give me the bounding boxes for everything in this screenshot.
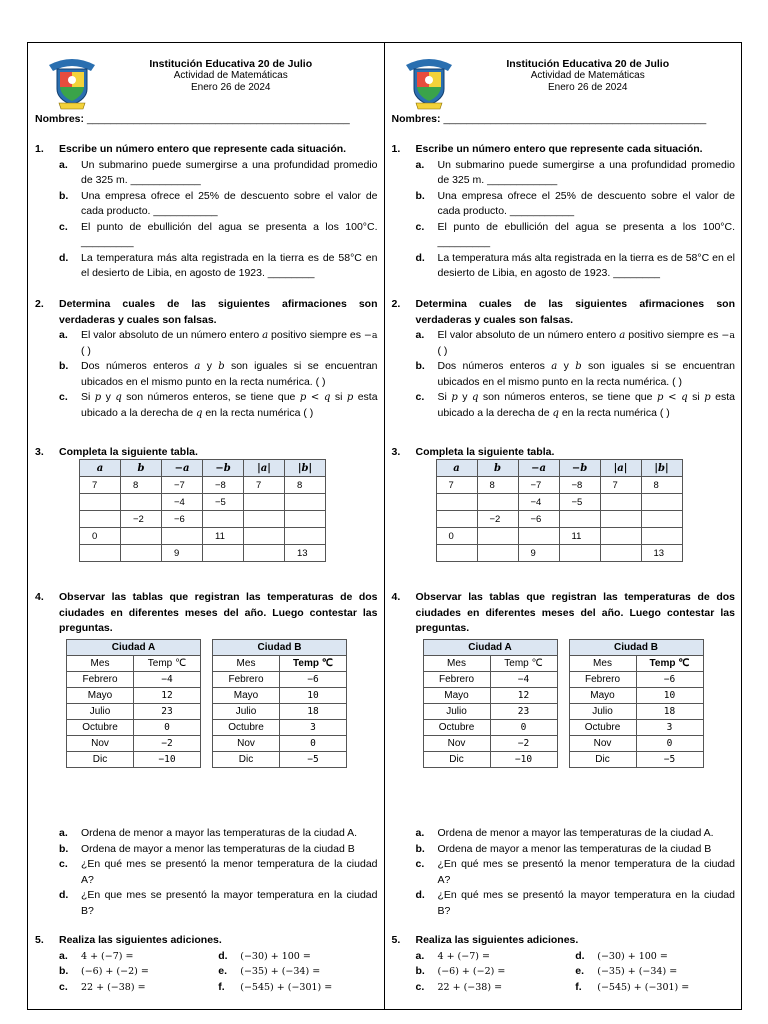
table-row [569, 752, 703, 768]
table-cell[interactable] [121, 545, 162, 562]
table-row [67, 752, 201, 768]
month-cell: Octubre [423, 720, 490, 736]
table-row [80, 545, 326, 562]
question-2 [35, 297, 378, 421]
addition-item: a. 4 + (−7) = [415, 949, 490, 962]
table-row [436, 511, 682, 528]
item-letter: d. [415, 889, 425, 901]
item-text: ¿En qué mes se presentó la mayor temperatura en la ciudad B? [437, 889, 735, 917]
question-number: 1. [35, 143, 44, 155]
table-cell: −5 [559, 494, 600, 511]
month-cell: Mayo [213, 688, 280, 704]
table-row [569, 688, 703, 704]
addition-item: a. 4 + (−7) = [59, 949, 134, 962]
item-text: La temperatura más alta registrada en la tierra es de 58°C en el desierto de Libia, en agosto de 1923. ________ [81, 251, 378, 279]
table-row [569, 672, 703, 688]
table-cell[interactable] [641, 528, 682, 545]
city-table-caption: Ciudad B [569, 640, 703, 656]
table-cell[interactable] [518, 528, 559, 545]
table-row [423, 720, 557, 736]
table-cell[interactable] [244, 494, 285, 511]
worksheet [27, 42, 742, 1010]
names-field[interactable]: Nombres: _____________________________________________ [391, 113, 707, 125]
item-letter: a. [415, 329, 425, 341]
item-text: Si p y q son números enteros, se tiene que p < q si p esta ubicado a la derecha de q en la recta numérica ( ) [437, 391, 736, 419]
question-title: Observar las tablas que registran las temperaturas de dos ciudades en diferentes meses del año. Luego contestar las preguntas. [415, 591, 735, 634]
table-row [213, 704, 347, 720]
temperature-cell: 3 [636, 720, 703, 736]
question-title: Observar las tablas que registran las temperaturas de dos ciudades en diferentes meses del año. Luego contestar las preguntas. [59, 591, 378, 634]
month-cell: Octubre [569, 720, 636, 736]
item-text: El punto de ebullición del agua se presenta a los 100°C. _________ [81, 220, 378, 248]
city-table-caption: Ciudad B [213, 640, 347, 656]
month-cell: Mayo [423, 688, 490, 704]
item-letter: a. [59, 827, 68, 839]
table-cell: −2 [121, 511, 162, 528]
table-cell: −6 [518, 511, 559, 528]
month-cell: Dic [569, 752, 636, 768]
table-cell: 8 [121, 477, 162, 494]
item-letter: d. [59, 251, 69, 264]
integer-table [436, 459, 683, 562]
table-row [436, 494, 682, 511]
item-text: Ordena de menor a mayor las temperaturas de la ciudad A. [437, 827, 714, 839]
table-row [423, 704, 557, 720]
question-item [59, 888, 378, 919]
table-header-cell: b [121, 460, 162, 477]
item-letter: a. [415, 158, 425, 171]
school-name: Institución Educativa 20 de Julio [506, 58, 670, 70]
table-header-cell: |b| [285, 460, 326, 477]
item-text: El punto de ebullición del agua se presenta a los 100°C. _________ [437, 220, 735, 248]
question-5 [392, 933, 736, 995]
table-row [436, 545, 682, 562]
school-crest-icon [45, 53, 99, 111]
table-cell: −5 [203, 494, 244, 511]
question-4-items [35, 826, 378, 919]
city-table-header: Mes [213, 656, 280, 672]
table-row [569, 736, 703, 752]
city-table-header: Temp ℃ [636, 656, 703, 672]
table-cell: 7 [436, 477, 477, 494]
question-4-items [392, 826, 736, 919]
table-cell: 0 [80, 528, 121, 545]
city-table-header: Mes [67, 656, 134, 672]
table-row [423, 688, 557, 704]
table-header-cell: b [477, 460, 518, 477]
item-letter: c. [59, 858, 68, 870]
table-row [80, 528, 326, 545]
question-item [416, 826, 736, 842]
activity-title: Actividad de Matemáticas [173, 70, 288, 81]
item-letter: c. [59, 391, 68, 403]
table-header-cell: a [80, 460, 121, 477]
question-title: Determina cuales de las siguientes afirmaciones son verdaderas y cuales son falsas. [59, 298, 378, 326]
table-row [436, 477, 682, 494]
table-cell[interactable] [285, 511, 326, 528]
addition-item: b. (−6) + (−2) = [59, 965, 149, 977]
item-text: Un submarino puede sumergirse a una profundidad promedio de 325 m. ____________ [437, 158, 735, 186]
table-cell[interactable] [203, 511, 244, 528]
integer-table [79, 459, 326, 562]
table-header-row [436, 460, 682, 477]
table-row [80, 477, 326, 494]
table-row [213, 736, 347, 752]
question-item [416, 842, 736, 858]
temperature-cell: −10 [490, 752, 557, 768]
item-text: ¿En qué mes se presentó la menor temperatura de la ciudad A? [81, 858, 378, 886]
table-cell[interactable] [477, 545, 518, 562]
table-cell[interactable] [121, 494, 162, 511]
table-cell[interactable] [477, 494, 518, 511]
table-cell[interactable] [600, 494, 641, 511]
table-cell: 9 [518, 545, 559, 562]
item-letter: a. [59, 329, 68, 341]
table-row [423, 672, 557, 688]
table-cell[interactable] [436, 511, 477, 528]
question-item [59, 857, 378, 888]
table-cell: 11 [203, 528, 244, 545]
question-title: Completa la siguiente tabla. [59, 446, 198, 458]
item-text: Ordena de mayor a menor las temperaturas de la ciudad B [437, 842, 712, 855]
question-5 [35, 933, 378, 995]
city-table-header: Temp ℃ [490, 656, 557, 672]
table-cell[interactable] [244, 511, 285, 528]
question-title: Determina cuales de las siguientes afirmaciones son verdaderas y cuales son falsas. [415, 298, 735, 326]
table-cell: 8 [477, 477, 518, 494]
table-header-cell: −b [559, 460, 600, 477]
temperature-cell: 10 [636, 688, 703, 704]
table-cell: 8 [641, 477, 682, 494]
table-cell: 9 [162, 545, 203, 562]
table-cell[interactable] [641, 494, 682, 511]
item-letter: a. [415, 827, 425, 839]
item-letter: b. [59, 842, 69, 855]
addition-item: f. (−545) + (−301) = [218, 980, 333, 993]
table-cell: 11 [559, 528, 600, 545]
table-cell[interactable] [600, 545, 641, 562]
table-row [80, 511, 326, 528]
month-cell: Febrero [213, 672, 280, 688]
item-letter: b. [415, 842, 425, 855]
city-table-header: Mes [569, 656, 636, 672]
item-text: Dos números enteros a y b son iguales si se encuentran ubicados en el mismo punto en la recta numérica. ( ) [81, 360, 378, 388]
month-cell: Nov [423, 736, 490, 752]
table-row [569, 704, 703, 720]
question-number: 3. [35, 446, 44, 458]
table-row [67, 736, 201, 752]
item-text: ¿En qué mes se presentó la menor temperatura de la ciudad A? [437, 858, 735, 886]
table-header-cell: |b| [641, 460, 682, 477]
month-cell: Julio [67, 704, 134, 720]
month-cell: Febrero [569, 672, 636, 688]
table-cell: −6 [162, 511, 203, 528]
question-2 [392, 297, 736, 421]
item-letter: c. [59, 220, 68, 233]
item-letter: b. [59, 360, 69, 372]
month-cell: Febrero [67, 672, 134, 688]
table-cell[interactable] [244, 528, 285, 545]
addition-item: b. (−6) + (−2) = [415, 965, 506, 977]
table-cell[interactable] [559, 511, 600, 528]
question-number: 2. [391, 298, 401, 310]
city-a-table [423, 639, 558, 768]
temperature-cell: 3 [280, 720, 347, 736]
question-item [59, 842, 378, 858]
question-item [416, 857, 736, 888]
table-cell[interactable] [559, 545, 600, 562]
table-row [213, 752, 347, 768]
table-cell: −7 [162, 477, 203, 494]
item-text: El valor absoluto de un número entero a positivo siempre es −a ( ) [437, 329, 735, 357]
table-cell: 0 [436, 528, 477, 545]
question-number: 4. [391, 591, 401, 603]
temperature-cell: 0 [280, 736, 347, 752]
question-number: 5. [391, 934, 401, 946]
city-table-header: Temp ℃ [280, 656, 347, 672]
table-cell: 8 [285, 477, 326, 494]
school-name: Institución Educativa 20 de Julio [149, 58, 313, 70]
worksheet-right-copy [385, 43, 742, 1009]
table-row [213, 672, 347, 688]
question-number: 4. [35, 591, 44, 603]
month-cell: Julio [569, 704, 636, 720]
table-cell[interactable] [244, 545, 285, 562]
names-field[interactable]: Nombres: _____________________________________________ [35, 113, 350, 125]
item-letter: c. [415, 858, 425, 870]
temperature-cell: −6 [636, 672, 703, 688]
addition-item: f. (−545) + (−301) = [575, 980, 690, 993]
table-cell: −8 [559, 477, 600, 494]
month-cell: Julio [423, 704, 490, 720]
city-b-table [212, 639, 347, 768]
school-crest-icon [402, 53, 456, 111]
question-4 [35, 590, 378, 637]
city-table-caption: Ciudad A [67, 640, 201, 656]
temperature-cell: −2 [134, 736, 201, 752]
month-cell: Nov [67, 736, 134, 752]
names-label: Nombres: [391, 113, 441, 125]
addition-item: c. 22 + (−38) = [59, 980, 146, 993]
question-number: 1. [391, 143, 401, 155]
temperature-cell: −5 [636, 752, 703, 768]
table-cell: −8 [203, 477, 244, 494]
table-header-cell: −a [162, 460, 203, 477]
question-4 [392, 590, 736, 637]
table-row [67, 672, 201, 688]
temperature-cell: −10 [134, 752, 201, 768]
temperature-cell: 0 [490, 720, 557, 736]
table-row [213, 688, 347, 704]
table-header-cell: a [436, 460, 477, 477]
city-table-caption: Ciudad A [423, 640, 557, 656]
city-table-header: Mes [423, 656, 490, 672]
header [28, 43, 384, 113]
table-header-cell: |a| [244, 460, 285, 477]
temperature-cell: 0 [134, 720, 201, 736]
table-row [67, 688, 201, 704]
table-row [436, 528, 682, 545]
table-header-cell: −b [203, 460, 244, 477]
question-title: Completa la siguiente tabla. [415, 446, 555, 458]
table-cell[interactable] [203, 545, 244, 562]
addition-item: d. (−30) + 100 = [218, 949, 311, 962]
addition-item: d. (−30) + 100 = [575, 949, 668, 962]
activity-date: Enero 26 de 2024 [190, 82, 271, 93]
table-cell[interactable] [436, 494, 477, 511]
temperature-cell: 12 [134, 688, 201, 704]
item-text: La temperatura más alta registrada en la tierra es de 58°C en el desierto de Libia, en agosto de 1923. ________ [437, 251, 735, 279]
header [385, 43, 742, 113]
table-row [67, 704, 201, 720]
month-cell: Febrero [423, 672, 490, 688]
temperature-cell: −5 [280, 752, 347, 768]
item-text: Ordena de mayor a menor las temperaturas de la ciudad B [81, 842, 355, 855]
temperature-cell: 0 [636, 736, 703, 752]
temperature-cell: −2 [490, 736, 557, 752]
item-letter: b. [415, 360, 425, 372]
table-cell: 13 [641, 545, 682, 562]
table-cell[interactable] [600, 511, 641, 528]
temperature-cell: 18 [636, 704, 703, 720]
item-letter: b. [415, 189, 425, 202]
names-label: Nombres: [35, 113, 85, 125]
question-1 [392, 142, 736, 282]
month-cell: Octubre [67, 720, 134, 736]
city-table-header: Temp ℃ [134, 656, 201, 672]
temperature-cell: −6 [280, 672, 347, 688]
question-number: 5. [35, 934, 44, 946]
item-text: Ordena de menor a mayor las temperaturas de la ciudad A. [81, 827, 358, 839]
month-cell: Nov [569, 736, 636, 752]
table-cell[interactable] [285, 528, 326, 545]
question-item [416, 888, 736, 919]
addition-item: e. (−35) + (−34) = [575, 965, 678, 977]
table-cell[interactable] [436, 545, 477, 562]
addition-item: e. (−35) + (−34) = [218, 965, 321, 977]
month-cell: Dic [213, 752, 280, 768]
month-cell: Dic [423, 752, 490, 768]
table-cell[interactable] [121, 528, 162, 545]
city-a-table [66, 639, 201, 768]
item-text: ¿En que mes se presentó la mayor temperatura en la ciudad B? [81, 889, 378, 917]
question-title: Escribe un número entero que represente cada situación. [415, 143, 703, 155]
item-letter: c. [415, 391, 425, 403]
month-cell: Octubre [213, 720, 280, 736]
item-text: Una empresa ofrece el 25% de descuento sobre el valor de cada producto. ___________ [437, 189, 735, 217]
month-cell: Dic [67, 752, 134, 768]
addition-item: c. 22 + (−38) = [415, 980, 503, 993]
table-cell[interactable] [80, 511, 121, 528]
temperature-cell: 18 [280, 704, 347, 720]
activity-date: Enero 26 de 2024 [547, 82, 628, 93]
month-cell: Mayo [569, 688, 636, 704]
question-title: Realiza las siguientes adiciones. [415, 934, 579, 946]
table-cell: 7 [600, 477, 641, 494]
item-letter: d. [415, 251, 425, 264]
table-cell: −2 [477, 511, 518, 528]
table-row [423, 736, 557, 752]
table-cell: 13 [285, 545, 326, 562]
item-text: Una empresa ofrece el 25% de descuento sobre el valor de cada producto. ___________ [81, 189, 378, 217]
table-row [423, 752, 557, 768]
table-cell[interactable] [600, 528, 641, 545]
worksheet-left-copy [28, 43, 385, 1009]
table-cell[interactable] [285, 494, 326, 511]
item-text: El valor absoluto de un número entero a positivo siempre es −a ( ) [81, 329, 378, 357]
item-text: Si p y q son números enteros, se tiene que p < q si p esta ubicado a la derecha de q en la recta numérica ( ) [81, 391, 378, 419]
item-text: Un submarino puede sumergirse a una profundidad promedio de 325 m. ____________ [81, 158, 378, 186]
table-cell: −7 [518, 477, 559, 494]
table-cell: 7 [244, 477, 285, 494]
item-text: Dos números enteros a y b son iguales si se encuentran ubicados en el mismo punto en la recta numérica. ( ) [437, 360, 735, 388]
question-1 [35, 142, 378, 282]
table-cell[interactable] [641, 511, 682, 528]
table-row [569, 720, 703, 736]
activity-title: Actividad de Matemáticas [530, 70, 645, 81]
temperature-cell: 10 [280, 688, 347, 704]
table-header-row [80, 460, 326, 477]
question-number: 2. [35, 298, 44, 310]
temperature-cell: 12 [490, 688, 557, 704]
table-row [67, 720, 201, 736]
table-cell: −4 [518, 494, 559, 511]
temperature-cell: 23 [134, 704, 201, 720]
table-cell[interactable] [162, 528, 203, 545]
table-row [213, 720, 347, 736]
temperature-cell: −4 [490, 672, 557, 688]
question-number: 3. [391, 446, 401, 458]
city-b-table [569, 639, 704, 768]
table-cell: −4 [162, 494, 203, 511]
item-letter: d. [59, 889, 69, 901]
table-header-cell: −a [518, 460, 559, 477]
item-letter: a. [59, 158, 68, 171]
month-cell: Nov [213, 736, 280, 752]
table-cell: 7 [80, 477, 121, 494]
temperature-cell: 23 [490, 704, 557, 720]
month-cell: Julio [213, 704, 280, 720]
month-cell: Mayo [67, 688, 134, 704]
question-title: Escribe un número entero que represente cada situación. [59, 143, 347, 155]
table-cell[interactable] [80, 494, 121, 511]
question-title: Realiza las siguientes adiciones. [59, 934, 222, 946]
item-letter: b. [59, 189, 69, 202]
temperature-cell: −4 [134, 672, 201, 688]
question-item [59, 826, 378, 842]
table-cell[interactable] [80, 545, 121, 562]
table-row [80, 494, 326, 511]
table-cell[interactable] [477, 528, 518, 545]
item-letter: c. [415, 220, 425, 233]
table-header-cell: |a| [600, 460, 641, 477]
